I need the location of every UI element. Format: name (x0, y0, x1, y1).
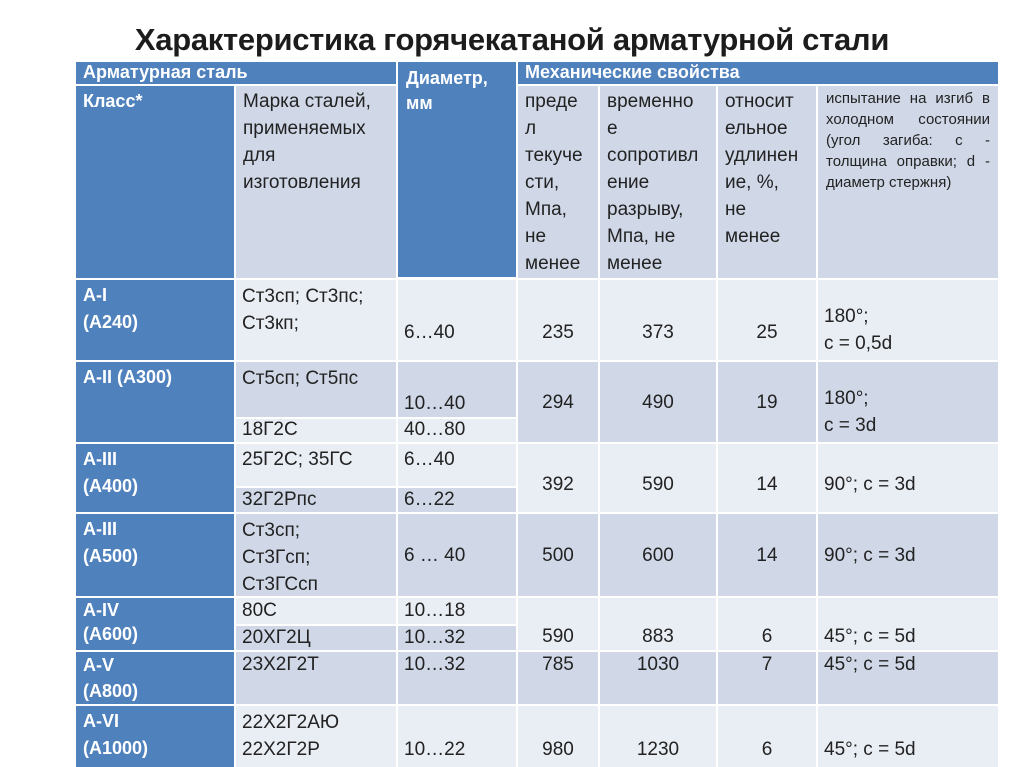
row-a2-class: A-II (A300) (76, 362, 234, 442)
row-a5-class: A-V (A800) (76, 652, 234, 704)
header-mechanical-properties: Механические свойства (518, 62, 998, 84)
header-tensile: временно е сопротивл ение разрыву, Мпа, не менее (600, 86, 716, 278)
row-a2-tensile: 490 (600, 362, 716, 442)
header-class: Класс* (76, 86, 234, 278)
row-a5-grade: 23Х2Г2Т (236, 652, 396, 704)
row-a1-elongation: 25 (718, 280, 816, 360)
row-a2-yield: 294 (518, 362, 598, 442)
header-armature-steel: Арматурная сталь (76, 62, 396, 84)
row-a6-diameter: 10…22 (398, 706, 516, 767)
row-a6-elongation: 6 (718, 706, 816, 767)
row-a1-class: A-I (A240) (76, 280, 234, 360)
row-a3-yield: 392 (518, 444, 598, 512)
row-a4-diameter-2: 10…32 (398, 626, 516, 650)
row-a3b-bend: 90°; с = 3d (818, 514, 998, 596)
row-a3-diameter-2: 6…22 (398, 488, 516, 512)
row-a4-grade-2: 20ХГ2Ц (236, 626, 396, 650)
row-a3-class: A-III (A400) (76, 444, 234, 512)
row-a1-diameter: 6…40 (398, 280, 516, 360)
header-elongation: относит ельное удлинен ие, %, не менее (718, 86, 816, 278)
row-a2-bend: 180°; с = 3d (818, 362, 998, 442)
row-a4-diameter-1: 10…18 (398, 598, 516, 624)
row-a4-bend: 45°; с = 5d (818, 598, 998, 650)
row-a2-grade-2: 18Г2С (236, 419, 396, 442)
row-a1-yield: 235 (518, 280, 598, 360)
row-a4-tensile: 883 (600, 598, 716, 650)
row-a4-grade-1: 80С (236, 598, 396, 624)
row-a3-bend: 90°; с = 3d (818, 444, 998, 512)
row-a3b-class: A-III (A500) (76, 514, 234, 596)
row-a2-diameter-1: 10…40 (398, 362, 516, 417)
row-a5-yield: 785 (518, 652, 598, 704)
header-grade: Марка сталей, применяемых для изготовления (236, 86, 396, 278)
row-a3-grade-2: 32Г2Рпс (236, 488, 396, 512)
row-a3b-diameter: 6 … 40 (398, 514, 516, 596)
row-a4-yield: 590 (518, 598, 598, 650)
row-a4-class: A-IV (A600) (76, 598, 234, 650)
row-a3-grade-1: 25Г2С; 35ГС (236, 444, 396, 486)
row-a3b-grade: Ст3сп; Ст3Гсп; Ст3ГСсп (236, 514, 396, 596)
row-a3-tensile: 590 (600, 444, 716, 512)
row-a5-tensile: 1030 (600, 652, 716, 704)
row-a6-bend: 45°; с = 5d (818, 706, 998, 767)
row-a4-elongation: 6 (718, 598, 816, 650)
row-a3-elongation: 14 (718, 444, 816, 512)
row-a5-elongation: 7 (718, 652, 816, 704)
page-title: Характеристика горячекатаной арматурной стали (134, 22, 890, 57)
row-a5-diameter: 10…32 (398, 652, 516, 704)
header-yield: преде л текуче сти, Мпа, не менее (518, 86, 598, 278)
row-a2-grade-1: Ст5сп; Ст5пс (236, 362, 396, 417)
row-a6-grade: 22Х2Г2АЮ 22Х2Г2Р (236, 706, 396, 767)
row-a3b-yield: 500 (518, 514, 598, 596)
row-a2-diameter-2: 40…80 (398, 419, 516, 442)
row-a6-yield: 980 (518, 706, 598, 767)
row-a1-tensile: 373 (600, 280, 716, 360)
row-a1-bend: 180°; с = 0,5d (818, 280, 998, 360)
header-diameter: Диаметр, мм (398, 62, 516, 277)
row-a6-class: A-VI (A1000) (76, 706, 234, 767)
row-a1-grade: Ст3сп; Ст3пс; Ст3кп; (236, 280, 396, 360)
row-a3-diameter-1: 6…40 (398, 444, 516, 486)
row-a5-bend: 45°; с = 5d (818, 652, 998, 704)
row-a3b-tensile: 600 (600, 514, 716, 596)
header-bend-test: испытание на изгиб в холодном состоянии (угол загиба: с - толщина оправки; d - диаметр стержня) (818, 86, 998, 278)
row-a3b-elongation: 14 (718, 514, 816, 596)
row-a2-elongation: 19 (718, 362, 816, 442)
row-a6-tensile: 1230 (600, 706, 716, 767)
